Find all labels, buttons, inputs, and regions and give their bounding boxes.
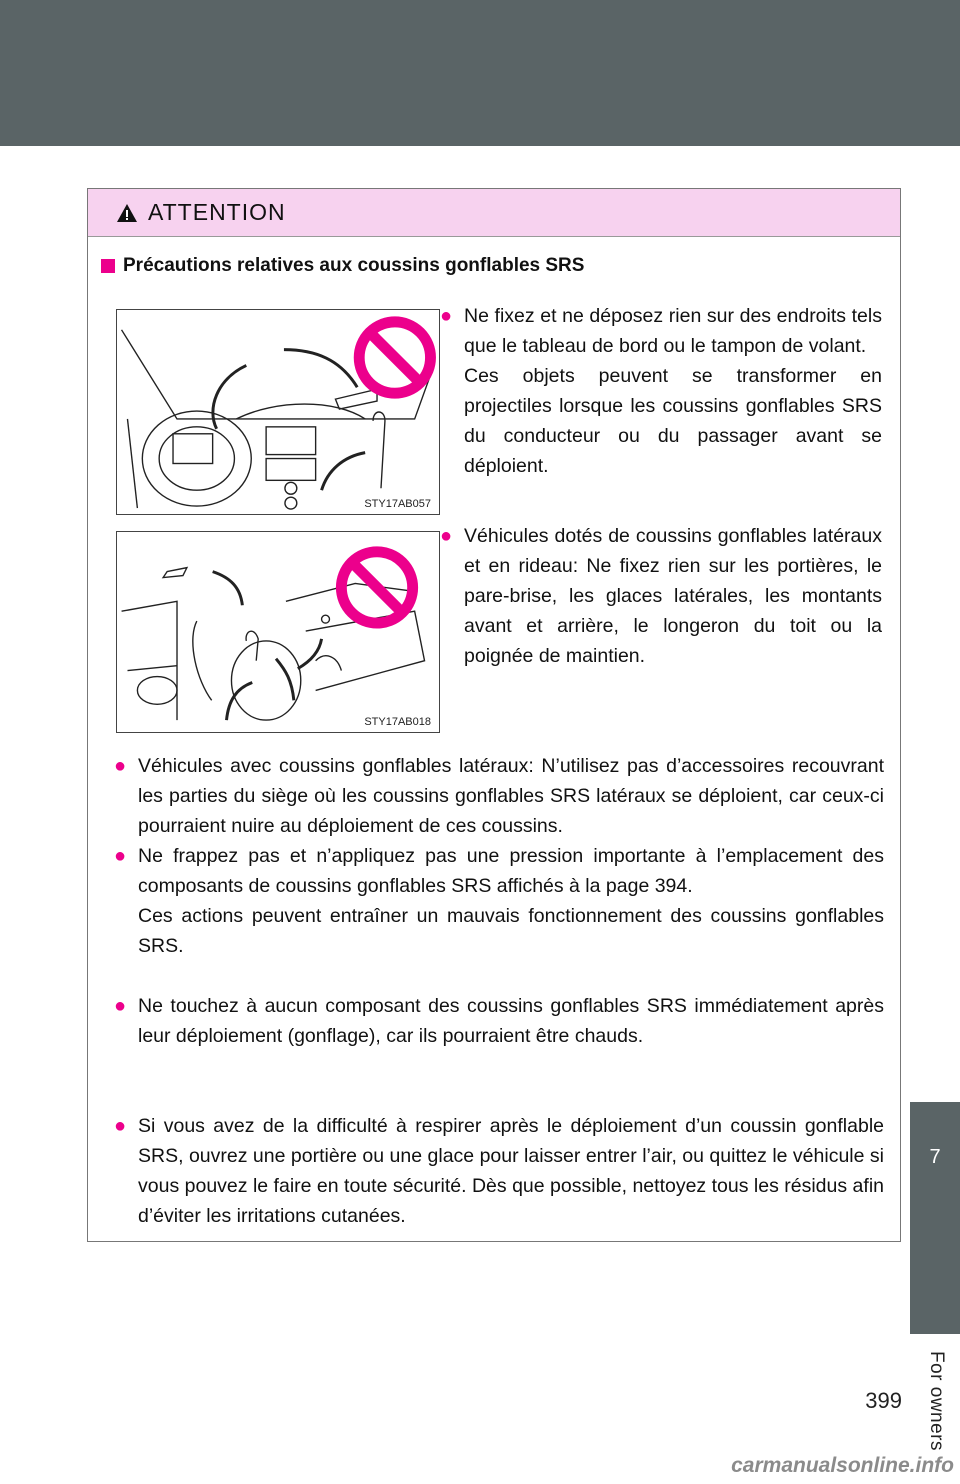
chapter-label-text: For owners xyxy=(926,1350,947,1452)
bullet-dot-icon: ● xyxy=(440,305,453,327)
attention-header xyxy=(88,189,900,237)
image-code: STY17AB057 xyxy=(364,498,431,510)
page-number: 399 xyxy=(865,1388,902,1413)
bullet-text: Véhicules avec coussins gonflables latéraux: N’utilisez pas d’accessoires recouvrant les parties du siège où les coussins gonflables SRS latéraux se déploient, car ceux-ci pourraient nuire au déploiement de ces coussins. xyxy=(138,755,884,837)
bullet-text: Ne fixez et ne déposez rien sur des endroits tels que le tableau de bord ou le tampon de volant. Ces objets peuvent se transformer en projectiles lorsque les coussins gonflables SRS du conducteur ou du passager avant se déploient. xyxy=(464,305,882,477)
bullet-text: Véhicules dotés de coussins gonflables latéraux et en rideau: Ne fixez rien sur les portières, le pare-brise, les glaces latérales, les montants avant et arrière, le longeron du toit ou la poignée de maintien. xyxy=(464,525,882,667)
section-heading xyxy=(101,255,584,277)
interior-drawing xyxy=(117,532,439,732)
bullet-dot-icon: ● xyxy=(114,995,127,1017)
bullet-item xyxy=(114,1111,884,1231)
interior-illustration xyxy=(116,531,440,733)
bullet-item xyxy=(114,841,884,961)
chapter-label xyxy=(914,1346,958,1456)
bullet-item xyxy=(440,301,882,481)
bullet-dot-icon: ● xyxy=(440,525,453,547)
bullet-text: Ne frappez pas et n’appliquez pas une pression importante à l’emplacement des composants de coussins gonflables SRS affichés à la page 394. Ces actions peuvent entraîner un mauvais fonctionnement des coussins gonflables SRS. xyxy=(138,845,884,957)
dashboard-illustration xyxy=(116,309,440,515)
footer-watermark[interactable]: carmanualsonline.info xyxy=(731,1454,954,1477)
top-band xyxy=(0,0,960,146)
chapter-number: 7 xyxy=(929,1146,941,1168)
bullet-dot-icon: ● xyxy=(114,845,127,867)
bullet-item xyxy=(114,751,884,841)
square-bullet-icon xyxy=(101,259,115,273)
bullet-text: Ne touchez à aucun composant des coussins gonflables SRS immédiatement après leur déploiement (gonflage), car ils pourraient être chauds. xyxy=(138,995,884,1047)
bullet-item xyxy=(114,991,884,1051)
chapter-tab[interactable] xyxy=(910,1102,960,1334)
attention-title: ATTENTION xyxy=(148,199,286,225)
bullet-text: Si vous avez de la difficulté à respirer après le déploiement d’un coussin gonflable SRS, ouvrez une portière ou une glace pour laisser entrer l’air, ou quittez le véhicule si vous pouvez le faire en toute sécurité. Dès que possible, nettoyez tous les résidus afin d’éviter les irritations cutanées. xyxy=(138,1115,884,1227)
bullet-dot-icon: ● xyxy=(114,755,127,777)
warning-icon xyxy=(116,202,138,224)
image-code: STY17AB018 xyxy=(364,716,431,728)
section-title: Précautions relatives aux coussins gonflables SRS xyxy=(123,255,585,276)
dashboard-drawing xyxy=(117,310,439,514)
bullet-dot-icon: ● xyxy=(114,1115,127,1137)
bullet-item xyxy=(440,521,882,671)
attention-box xyxy=(87,188,901,1242)
